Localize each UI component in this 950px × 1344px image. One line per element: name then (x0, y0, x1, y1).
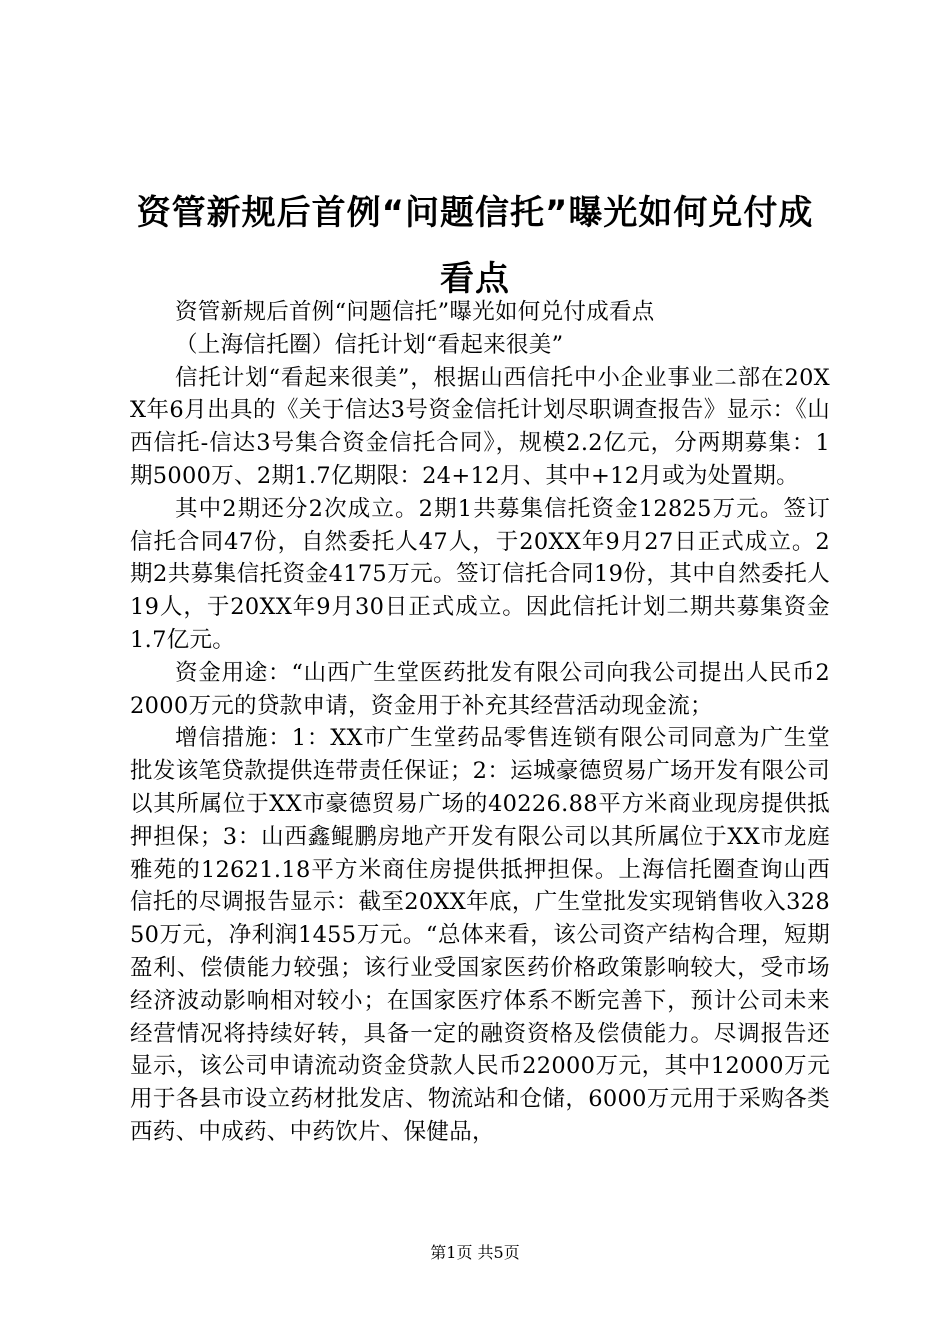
document-body (130, 296, 830, 1149)
paragraph: 信托计划“看起来很美”，根据山西信托中小企业事业二部在20XX年6月出具的《关于信达3号资金信托计划尽职调查报告》显示：《山西信托-信达3号集合资金信托合同》，规模2.2亿元，分两期募集：1期5000万、2期1.7亿期限：24+12月、其中+12月或为处置期。 (130, 364, 830, 489)
paragraph: 资金用途：“山西广生堂医药批发有限公司向我公司提出人民币22000万元的贷款申请，资金用于补充其经营活动现金流； (130, 659, 830, 719)
paragraph: 资管新规后首例“问题信托”曝光如何兑付成看点 (175, 299, 655, 325)
document-title: 资管新规后首例“问题信托”曝光如何兑付成看点 (136, 193, 814, 299)
paragraph: 增信措施：1：XX市广生堂药品零售连锁有限公司同意为广生堂批发该笔贷款提供连带责任保证；2：运城豪德贸易广场开发有限公司以其所属位于XX市豪德贸易广场的40226.88平方米商业现房提供抵押担保；3：山西鑫鲲鹏房地产开发有限公司以其所属位于XX市龙庭雅苑的12621.18平方米商住房提供抵押担保。上海信托圈查询山西信托的尽调报告显示：截至20XX年底，广生堂批发实现销售收入32850万元，净利润1455万元。“总体来看，该公司资产结构合理，短期盈利、偿债能力较强；该行业受国家医药价格政策影响较大，受市场经济波动影响相对较小；在国家医疗体系不断完善下，预计公司未来经营情况将持续好转，具备一定的融资资格及偿债能力。尽调报告还显示，该公司申请流动资金贷款人民币22000万元，其中12000万元用于各县市设立药材批发店、物流站和仓储，6000万元用于采购各类西药、中成药、中药饮片、保健品， (130, 725, 830, 1145)
paragraph: 其中2期还分2次成立。2期1共募集信托资金12825万元。签订信托合同47份，自然委托人47人，于20XX年9月27日正式成立。2期2共募集信托资金4175万元。签订信托合同19份，其中自然委托人19人，于20XX年9月30日正式成立。因此信托计划二期共募集资金1.7亿元。 (130, 495, 830, 653)
paragraph: （上海信托圈）信托计划“看起来很美” (175, 331, 564, 358)
page-footer: 第1页 共5页 (430, 1243, 520, 1262)
